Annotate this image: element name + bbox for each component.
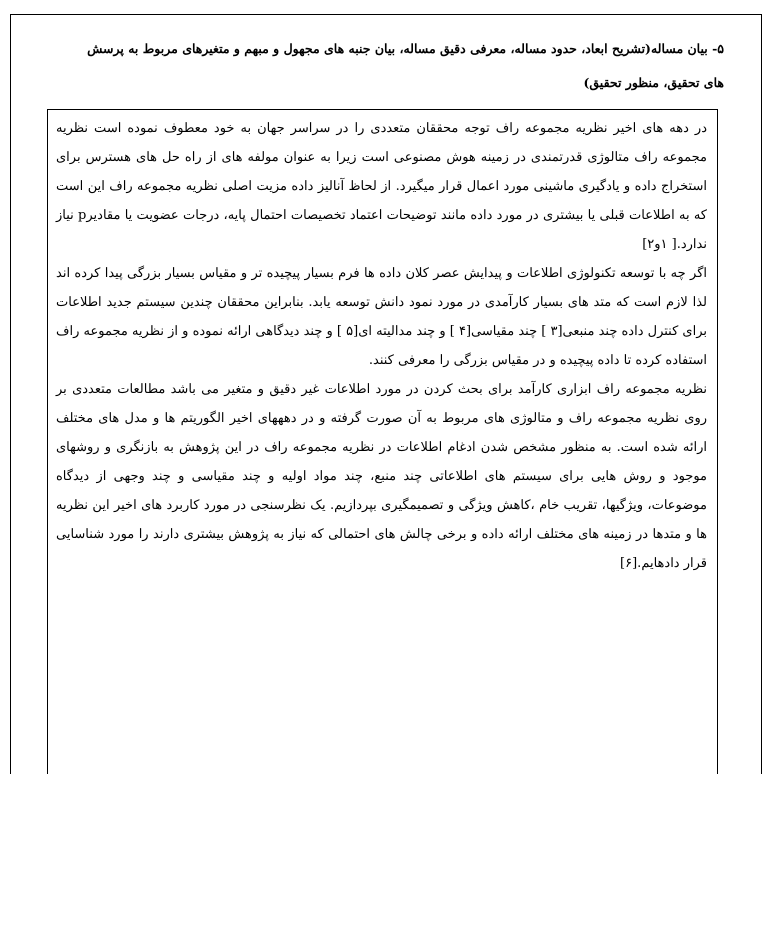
paragraph-3: نظریه مجموعه راف ابزاری کارآمد برای بحث کردن در مورد اطلاعات غیر دقیق و متغیر می باشد مطالعات متعددی بر روی نظریه مجموعه راف و متالوژی های مربوط به آن صورت گرفته و در دهههای اخیر الگوریتم ها و مدل های مختلف ارائه شده است. به منظور مشخص شدن ادغام اطلاعات در نظریه مجموعه راف در این پژوهش به بازنگری و روشهای موجود و روش هایی برای سیستم های اطلاعاتی چند منبع، چند مواد اولیه و چند مقیاسی و چند وجهی از دیدگاه موضوعات، ویژگیها، تقریب خام ،کاهش ویژگی و تصمیمگیری بپردازیم. یک نظرسنجی در مورد کاربرد های اخیر این نظریه ها و متدها در زمینه های مختلف ارائه داده و برخی چالش های احتمالی که نیاز به پژوهش بیشتری دارند را مورد شناسایی قرار دادهایم.[۶] (56, 382, 707, 571)
answer-text (56, 114, 707, 578)
paragraph-2: اگر چه با توسعه تکنولوژی اطلاعات و پیدایش عصر کلان داده ها فرم بسیار پیچیده تر و مقیاس بسیار بزرگی پیدا کرده اند لذا لازم است که متد های بسیار کارآمدی در مورد نمود دانش توسعه یابد. بنابراین محققان چندین سیستم جدید اطلاعات برای کنترل داده چند منبعی[۳ ] چند مقیاسی[۴ ] و چند مدالیته ای[۵ ] و چند دیدگاهی ارائه نموده و از نظریه مجموعه راف استفاده کرده تا داده پیچیده و در مقیاس بزرگی را معرفی کنند. (56, 266, 708, 368)
section-heading: ۵- بیان مساله(تشریح ابعاد، حدود مساله، معرفی دقیق مساله، بیان جنبه های مجهول و مبهم و متغیرهای مربوط به پرسش های تحقیق، منظور تحقیق) (87, 41, 724, 90)
paragraph-1: در دهه های اخیر نظریه مجموعه راف توجه محققان متعددی را در سراسر جهان به خود معطوف نموده است نظریه مجموعه راف متالوژی قدرتمندی در زمینه هوش مصنوعی است زیرا به عنوان مولفه های از راه حل های هسترس برای استخراج داده و یادگیری ماشینی مورد اعمال قرار میگیرد. از لحاظ آنالیز داده مزیت اصلی نظریه مجموعه راف این است که به اطلاعات قبلی یا بیشتری در مورد داده مانند توضیحات اعتماد تخصیصات احتمال پایه، درجات عضویت یا مقادیرp نیاز ندارد.[ ۱و۲] (56, 121, 707, 252)
answer-box (47, 109, 718, 774)
